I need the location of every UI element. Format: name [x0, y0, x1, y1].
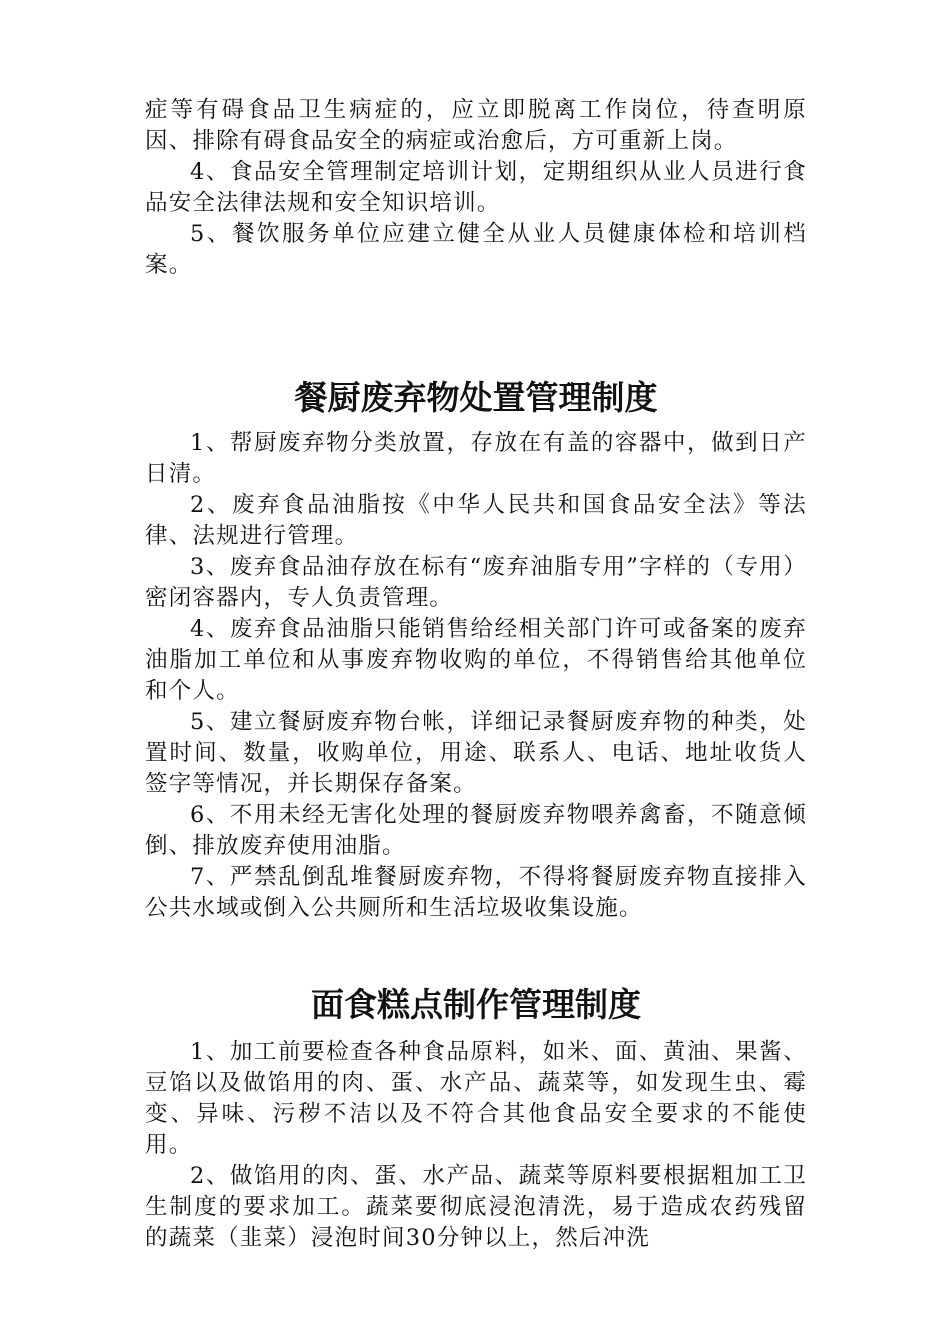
section1-paragraph-4: 4、废弃食品油脂只能销售给经相关部门许可或备案的废弃油脂加工单位和从事废弃物收购的单位，不得销售给其他单位和个人。	[145, 616, 807, 704]
section1-paragraph-5: 5、建立餐厨废弃物台帐，详细记录餐厨废弃物的种类，处置时间、数量，收购单位，用途、联系人、电话、地址收货人签字等情况，并长期保存备案。	[145, 709, 807, 797]
section1-paragraph-3: 3、废弃食品油存放在标有“废弃油脂专用”字样的（专用）密闭容器内，专人负责管理。	[145, 554, 807, 611]
section1-paragraph-7: 7、严禁乱倒乱堆餐厨废弃物，不得将餐厨废弃物直接排入公共水域或倒入公共厕所和生活垃圾收集设施。	[145, 864, 807, 921]
intro-block	[145, 95, 807, 281]
section2-title: 面食糕点制作管理制度	[311, 985, 641, 1024]
section1-paragraph-1: 1、帮厨废弃物分类放置，存放在有盖的容器中，做到日产日清。	[145, 430, 807, 487]
section1-body	[145, 428, 807, 924]
section1-paragraph-6: 6、不用未经无害化处理的餐厨废弃物喂养禽畜，不随意倾倒、排放废弃使用油脂。	[145, 802, 807, 859]
section1-paragraph-2: 2、废弃食品油脂按《中华人民共和国食品安全法》等法律、法规进行管理。	[145, 492, 807, 549]
section2-paragraph-1: 1、加工前要检查各种食品原料，如米、面、黄油、果酱、豆馅以及做馅用的肉、蛋、水产品、蔬菜等，如发现生虫、霉变、异味、污秽不洁以及不符合其他食品安全要求的不能使用。	[145, 1039, 807, 1158]
section1-title: 餐厨废弃物处置管理制度	[294, 378, 658, 417]
intro-paragraph-1: 症等有碍食品卫生病症的，应立即脱离工作岗位，待查明原因、排除有碍食品安全的病症或治愈后，方可重新上岗。	[145, 97, 807, 154]
section2-body	[145, 1037, 807, 1254]
intro-paragraph-2: 4、食品安全管理制定培训计划，定期组织从业人员进行食品安全法律法规和安全知识培训。	[145, 159, 807, 216]
section2-paragraph-2: 2、做馅用的肉、蛋、水产品、蔬菜等原料要根据粗加工卫生制度的要求加工。蔬菜要彻底浸泡清洗，易于造成农药残留的蔬菜（韭菜）浸泡时间30分钟以上，然后冲洗	[145, 1163, 807, 1251]
intro-paragraph-3: 5、餐饮服务单位应建立健全从业人员健康体检和培训档案。	[145, 221, 807, 278]
